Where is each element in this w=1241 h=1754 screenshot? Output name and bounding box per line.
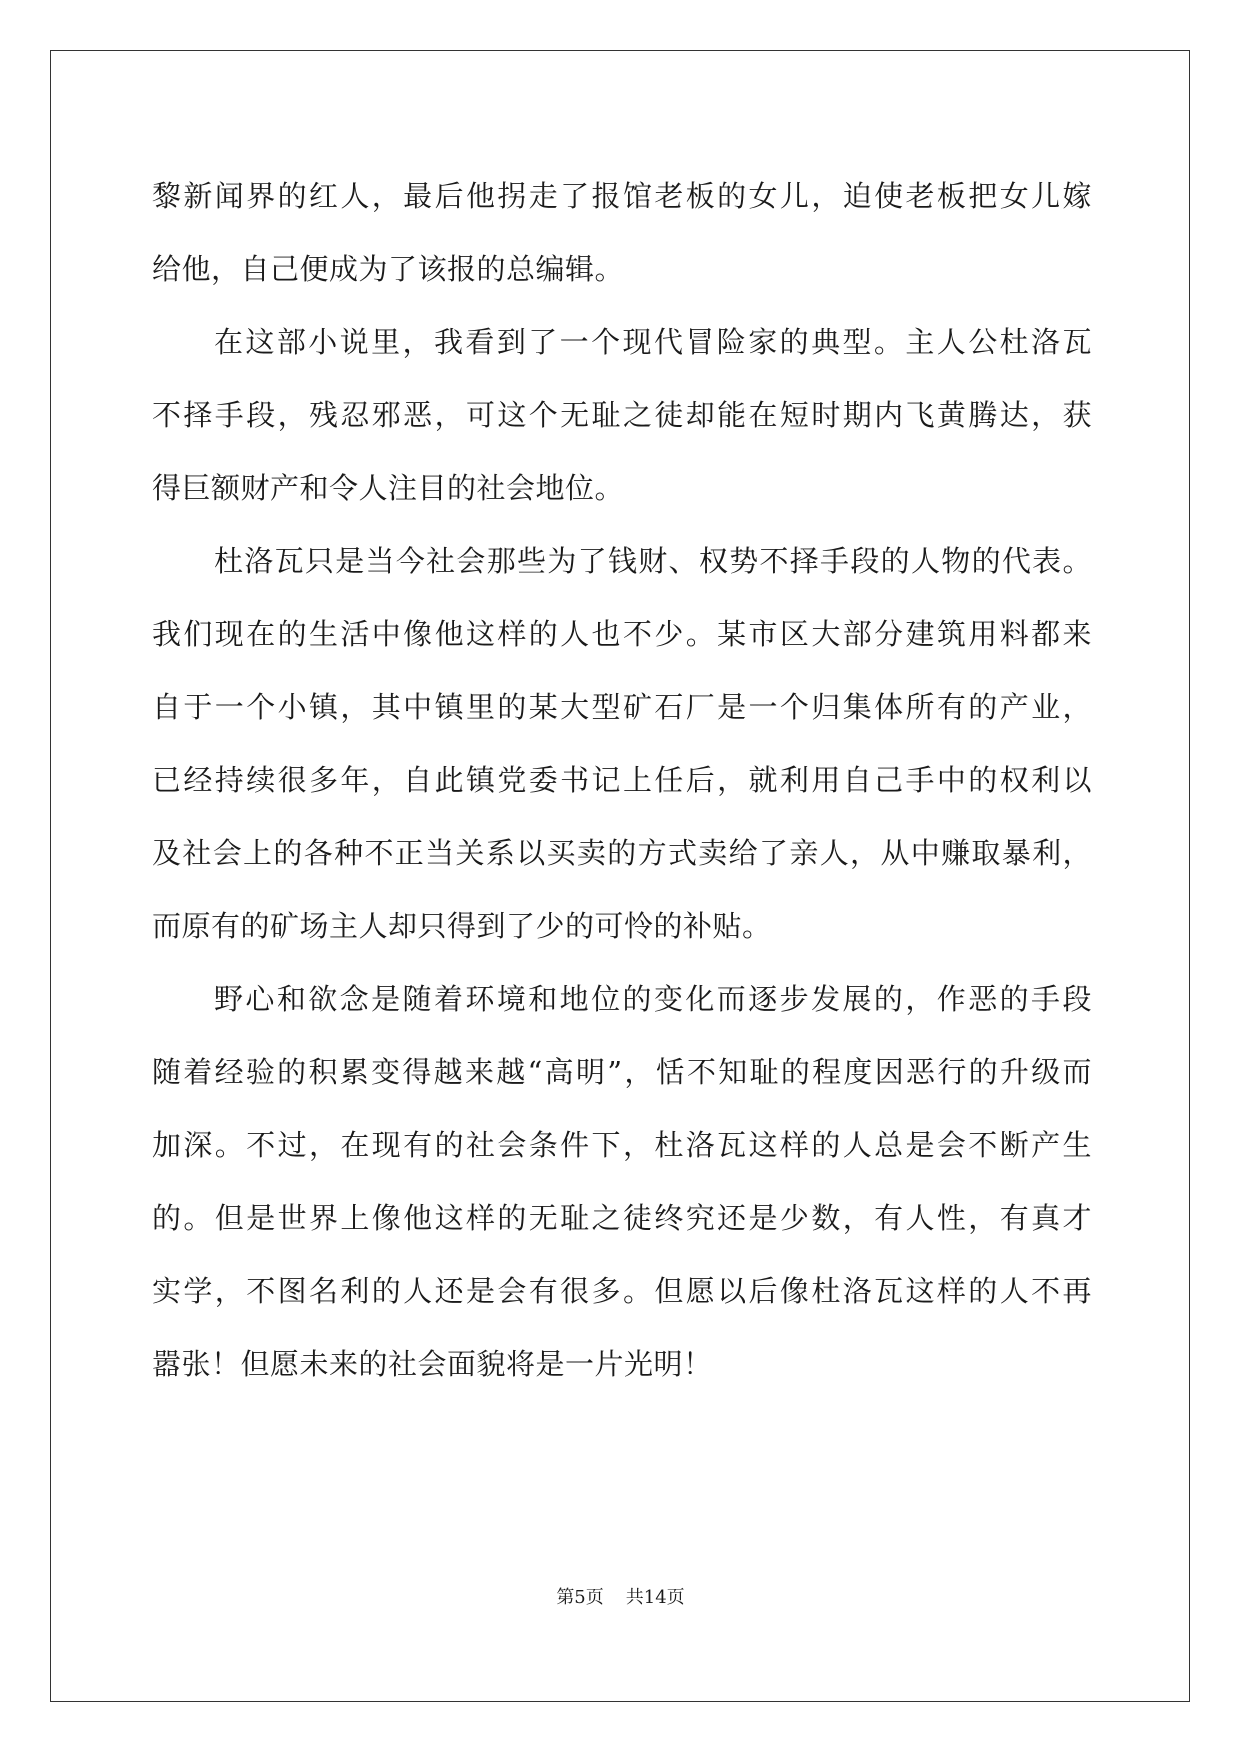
paragraph-2 (152, 306, 1092, 525)
text-line: 已经持续很多年，自此镇党委书记上任后，就利用自己手中的权利以 (152, 763, 1092, 797)
text-line: 的。但是世界上像他这样的无耻之徒终究还是少数，有人性，有真才 (152, 1201, 1092, 1235)
text-line: 自于一个小镇，其中镇里的某大型矿石厂是一个归集体所有的产业， (152, 690, 1092, 724)
text-line: 在这部小说里，我看到了一个现代冒险家的典型。主人公杜洛瓦 (214, 325, 1092, 359)
text-line: 嚣张！但愿未来的社会面貌将是一片光明！ (152, 1347, 713, 1381)
text-line: 得巨额财产和令人注目的社会地位。 (152, 471, 625, 505)
paragraph-1 (152, 160, 1092, 306)
text-line: 给他，自己便成为了该报的总编辑。 (152, 252, 625, 286)
text-line: 不择手段，残忍邪恶，可这个无耻之徒却能在短时期内飞黄腾达，获 (152, 398, 1092, 432)
text-line: 实学，不图名利的人还是会有很多。但愿以后像杜洛瓦这样的人不再 (152, 1274, 1092, 1308)
text-line: 杜洛瓦只是当今社会那些为了钱财、权势不择手段的人物的代表。 (214, 544, 1092, 578)
document-body (152, 160, 1092, 1401)
paragraph-3 (152, 525, 1092, 963)
text-line: 而原有的矿场主人却只得到了少的可怜的补贴。 (152, 909, 772, 943)
text-line: 我们现在的生活中像他这样的人也不少。某市区大部分建筑用料都来 (152, 617, 1092, 651)
page-footer (0, 1583, 1241, 1609)
page-number: 第5页 (556, 1587, 604, 1608)
page-total: 共14页 (625, 1587, 685, 1608)
text-line: 随着经验的积累变得越来越“高明”，恬不知耻的程度因恶行的升级而 (152, 1055, 1092, 1089)
text-line: 及社会上的各种不正当关系以买卖的方式卖给了亲人，从中赚取暴利， (152, 836, 1092, 870)
text-line: 加深。不过，在现有的社会条件下，杜洛瓦这样的人总是会不断产生 (152, 1128, 1092, 1162)
paragraph-4 (152, 963, 1092, 1401)
text-line: 黎新闻界的红人，最后他拐走了报馆老板的女儿，迫使老板把女儿嫁 (152, 179, 1092, 213)
text-line: 野心和欲念是随着环境和地位的变化而逐步发展的，作恶的手段 (214, 982, 1092, 1016)
